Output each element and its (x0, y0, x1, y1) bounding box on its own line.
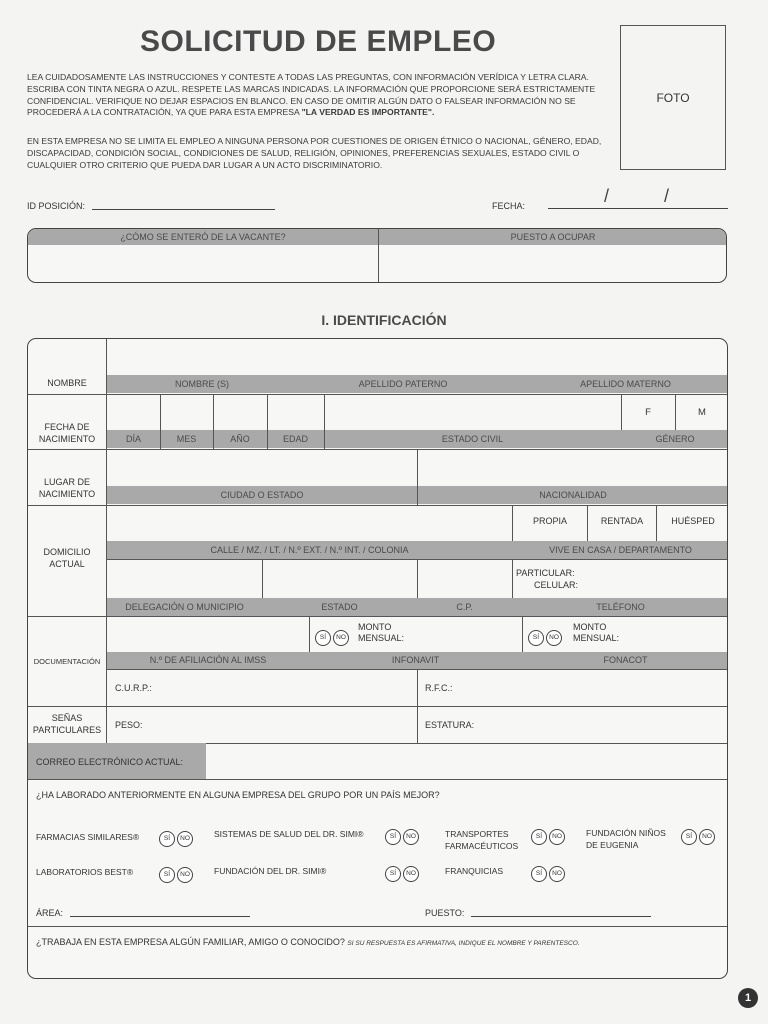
month-label: MES (176, 434, 197, 444)
franquicias-label: FRANQUICIAS (445, 866, 504, 876)
gender-f-option[interactable]: F (645, 407, 651, 418)
row-divider (28, 706, 728, 707)
housing-own-option[interactable]: PROPIA (532, 516, 567, 526)
section-title: I. IDENTIFICACIÓN (321, 312, 447, 328)
lives-in-label: VIVE EN CASA / DEPARTAMENTO (549, 545, 692, 555)
postal-code-label: C.P. (456, 602, 473, 612)
relatives-question-note: SI SU RESPUESTA ES AFIRMATIVA, INDIQUE EL NOMBRE Y PARENTESCO. (347, 940, 580, 947)
non-discrimination-paragraph: EN ESTA EMPRESA NO SE LIMITA EL EMPLEO A NINGUNA PERSONA POR CUESTIONES DE ORIGEN ÉTNICO O NACIONAL, GÉNERO, EDAD, DISCAPACIDAD, CONDICIÓN SOCIAL, CONDICIONES DE SALUD, RELIGIÓN, OPINIONES, PREFERENCIAS SEXUALES, ESTADO CIVIL O CUALQUIER OTRO CRITERIO QUE PUEDA DAR LUGAR A UN ACTO DISCRIMINATORIO. (27, 136, 602, 170)
address-label (28, 546, 106, 570)
desired-position-label: PUESTO A OCUPAR (510, 232, 596, 242)
fundacion-simi-yes-no (385, 862, 421, 882)
relatives-question-text: ¿TRABAJA EN ESTA EMPRESA ALGÚN FAMILIAR, AMIGO O CONOCIDO? (36, 937, 345, 947)
imss-label: N.º DE AFILIACIÓN AL IMSS (149, 655, 267, 665)
paternal-surname-label: APELLIDO PATERNO (358, 379, 448, 389)
relatives-field[interactable] (36, 951, 726, 977)
maternal-surname-label: APELLIDO MATERNO (580, 379, 671, 389)
rfc-field[interactable]: R.F.C.: (425, 683, 453, 693)
age-field[interactable] (269, 395, 323, 429)
transportes-no-option[interactable]: NO (549, 829, 565, 845)
housing-rent-option[interactable]: RENTADA (600, 516, 644, 526)
fonacot-monthly-label: MENSUAL: (573, 633, 620, 643)
infonavit-no-option[interactable]: NO (333, 630, 349, 646)
laboratorios-yes-no (159, 863, 195, 883)
transportes-yes-no (531, 825, 567, 845)
email-label: CORREO ELECTRÓNICO ACTUAL: (36, 757, 184, 767)
birthplace-label-line1: LUGAR DE (43, 477, 90, 487)
fundacion-ninos-label (586, 827, 666, 851)
marital-status-label: ESTADO CIVIL (441, 434, 504, 444)
housing-guest-option[interactable]: HUÉSPED (671, 516, 715, 526)
birthplace-label-line2: NACIMIENTO (38, 489, 96, 499)
marks-label-line1: SEÑAS (51, 713, 83, 723)
year-label: AÑO (230, 434, 250, 444)
infonavit-monthly-label: MENSUAL: (358, 633, 405, 643)
postal-code-field[interactable] (419, 560, 511, 597)
fonacot-no-option[interactable]: NO (546, 630, 562, 646)
franquicias-yes-no (531, 862, 567, 882)
fundacion-simi-label: FUNDACIÓN DEL DR. SIMI® (214, 866, 327, 876)
day-field[interactable] (108, 395, 159, 429)
transportes-line2: FARMACÉUTICOS (445, 841, 519, 851)
puesto-field[interactable] (471, 916, 651, 917)
street-label: CALLE / MZ. / LT. / N.º EXT. / N.º INT. / COLONIA (210, 545, 409, 555)
marks-label-line2: PARTICULARES (32, 725, 102, 735)
sistemas-no-option[interactable]: NO (403, 829, 419, 845)
farmacias-label: FARMACIAS SIMILARES® (36, 832, 140, 842)
laboratorios-label: LABORATORIOS BEST® (36, 867, 134, 877)
day-label: DÍA (125, 434, 141, 444)
mobile-label: CELULAR: (534, 580, 579, 590)
email-field[interactable] (208, 744, 727, 778)
phone-label: TELÉFONO (596, 602, 645, 612)
fonacot-amount-label: MONTO (573, 622, 607, 632)
fonacot-yes-option[interactable]: SÍ (528, 630, 544, 646)
street-field[interactable] (108, 506, 511, 541)
infonavit-yes-option[interactable]: SÍ (315, 630, 331, 646)
imss-field[interactable] (108, 617, 308, 651)
instructions-text: LEA CUIDADOSAMENTE LAS INSTRUCCIONES Y CONTESTE A TODAS LAS PREGUNTAS, CON INFORMACIÓN VERÍDICA Y LETRA CLARA. ESCRIBA CON TINTA NEGRA O AZUL. RESPETE LAS MARCAS INDICADAS. LA INFORMACIÓN QUE PROPORCIONE SERÁ ESTRICTAMENTE CONFIDENCIAL. VERIFIQUE NO DEJAR ESPACIOS EN BLANCO. EN CASO DE OMITIR ALGÚN DATO O FALSEAR INFORMACIÓN NO SE PROCEDERÁ A LA CONTRATACIÓN, YA QUE PARA ESTA EMPRESA (27, 72, 596, 118)
fundacion-ninos-line1: FUNDACIÓN NIÑOS (586, 828, 666, 838)
fundacion-ninos-yes-option[interactable]: SÍ (681, 829, 697, 845)
phone-fields[interactable] (516, 567, 578, 591)
date-field[interactable] (548, 208, 728, 209)
franquicias-no-option[interactable]: NO (549, 866, 565, 882)
row-divider (28, 926, 728, 927)
photo-box[interactable] (620, 25, 726, 170)
municipality-field[interactable] (108, 560, 261, 597)
franquicias-yes-option[interactable]: SÍ (531, 866, 547, 882)
distinguishing-marks-label (28, 712, 106, 736)
fundacion-simi-no-option[interactable]: NO (403, 866, 419, 882)
instructions-paragraph (27, 72, 605, 119)
fundacion-ninos-yes-no (681, 825, 717, 845)
identification-box (27, 338, 728, 979)
date-label: FECHA: (492, 201, 526, 211)
form-title: SOLICITUD DE EMPLEO (140, 25, 497, 58)
date-separator: / (664, 186, 670, 206)
area-field[interactable] (70, 916, 250, 917)
vacancy-source-label: ¿CÓMO SE ENTERÓ DE LA VACANTE? (120, 232, 286, 242)
address-label-line1: DOMICILIO (43, 547, 91, 557)
state-label: ESTADO (321, 602, 358, 612)
transportes-yes-option[interactable]: SÍ (531, 829, 547, 845)
laboratorios-no-option[interactable]: NO (177, 867, 193, 883)
age-label: EDAD (282, 434, 308, 444)
farmacias-yes-no (159, 827, 195, 847)
farmacias-no-option[interactable]: NO (177, 831, 193, 847)
id-position-label: ID POSICIÓN: (27, 201, 86, 211)
sistemas-label: SISTEMAS DE SALUD DEL DR. SIMI® (214, 829, 364, 839)
relatives-question (36, 937, 726, 947)
divider (417, 669, 418, 706)
weight-field[interactable]: PESO: (115, 720, 143, 730)
birthdate-label-line2: NACIMIENTO (38, 434, 96, 444)
landline-label: PARTICULAR: (516, 568, 575, 578)
curp-field[interactable]: C.U.R.P.: (115, 683, 152, 693)
birthplace-label (28, 476, 106, 500)
first-name-label: NOMBRE (S) (175, 379, 229, 389)
documentation-label: DOCUMENTACIÓN (33, 657, 101, 666)
height-field[interactable]: ESTATURA: (425, 720, 475, 730)
name-field[interactable] (107, 339, 727, 375)
date-separator: / (604, 186, 610, 206)
nationality-label: NACIONALIDAD (539, 490, 607, 500)
year-field[interactable] (215, 395, 266, 429)
fonacot-yes-no (528, 626, 564, 646)
marital-status-field[interactable] (326, 395, 620, 429)
vacancy-box (27, 228, 727, 283)
infonavit-monthly-amount[interactable] (358, 622, 404, 644)
fundacion-ninos-line2: DE EUGENIA (586, 840, 639, 850)
month-field[interactable] (162, 395, 212, 429)
desired-position-field[interactable] (379, 246, 726, 282)
address-label-line2: ACTUAL (49, 559, 85, 569)
laboratorios-yes-option[interactable]: SÍ (159, 867, 175, 883)
gender-label: GÉNERO (655, 434, 695, 444)
nationality-field[interactable] (419, 450, 727, 485)
city-state-field[interactable] (108, 450, 416, 485)
puesto-label: PUESTO: (425, 908, 465, 918)
farmacias-yes-option[interactable]: SÍ (159, 831, 175, 847)
state-field[interactable] (264, 560, 416, 597)
fonacot-label: FONACOT (603, 655, 648, 665)
sistemas-yes-option[interactable]: SÍ (385, 829, 401, 845)
id-position-field[interactable] (92, 209, 275, 210)
transportes-label (445, 828, 518, 852)
municipality-label: DELEGACIÓN O MUNICIPIO (125, 602, 244, 612)
photo-label: FOTO (656, 90, 690, 105)
sistemas-yes-no (385, 825, 421, 845)
page-number: 1 (738, 988, 758, 1008)
group-experience-question: ¿HA LABORADO ANTERIORMENTE EN ALGUNA EMPRESA DEL GRUPO POR UN PAÍS MEJOR? (36, 790, 440, 800)
infonavit-amount-label: MONTO (358, 622, 392, 632)
gender-m-option[interactable]: M (698, 407, 706, 418)
fundacion-ninos-no-option[interactable]: NO (699, 829, 715, 845)
row-divider (28, 779, 728, 780)
birthdate-label (28, 421, 106, 445)
infonavit-label: INFONAVIT (391, 655, 440, 665)
area-label: ÁREA: (36, 908, 64, 918)
infonavit-yes-no (315, 626, 351, 646)
city-state-label: CIUDAD O ESTADO (220, 490, 304, 500)
fundacion-simi-yes-option[interactable]: SÍ (385, 866, 401, 882)
transportes-line1: TRANSPORTES (445, 829, 509, 839)
fonacot-monthly-amount[interactable] (573, 622, 619, 644)
instructions-emphasis: "LA VERDAD ES IMPORTANTE". (301, 107, 435, 118)
birthdate-label-line1: FECHA DE (44, 422, 90, 432)
divider (417, 706, 418, 743)
name-label: NOMBRE (47, 378, 87, 388)
vacancy-source-field[interactable] (28, 246, 377, 282)
